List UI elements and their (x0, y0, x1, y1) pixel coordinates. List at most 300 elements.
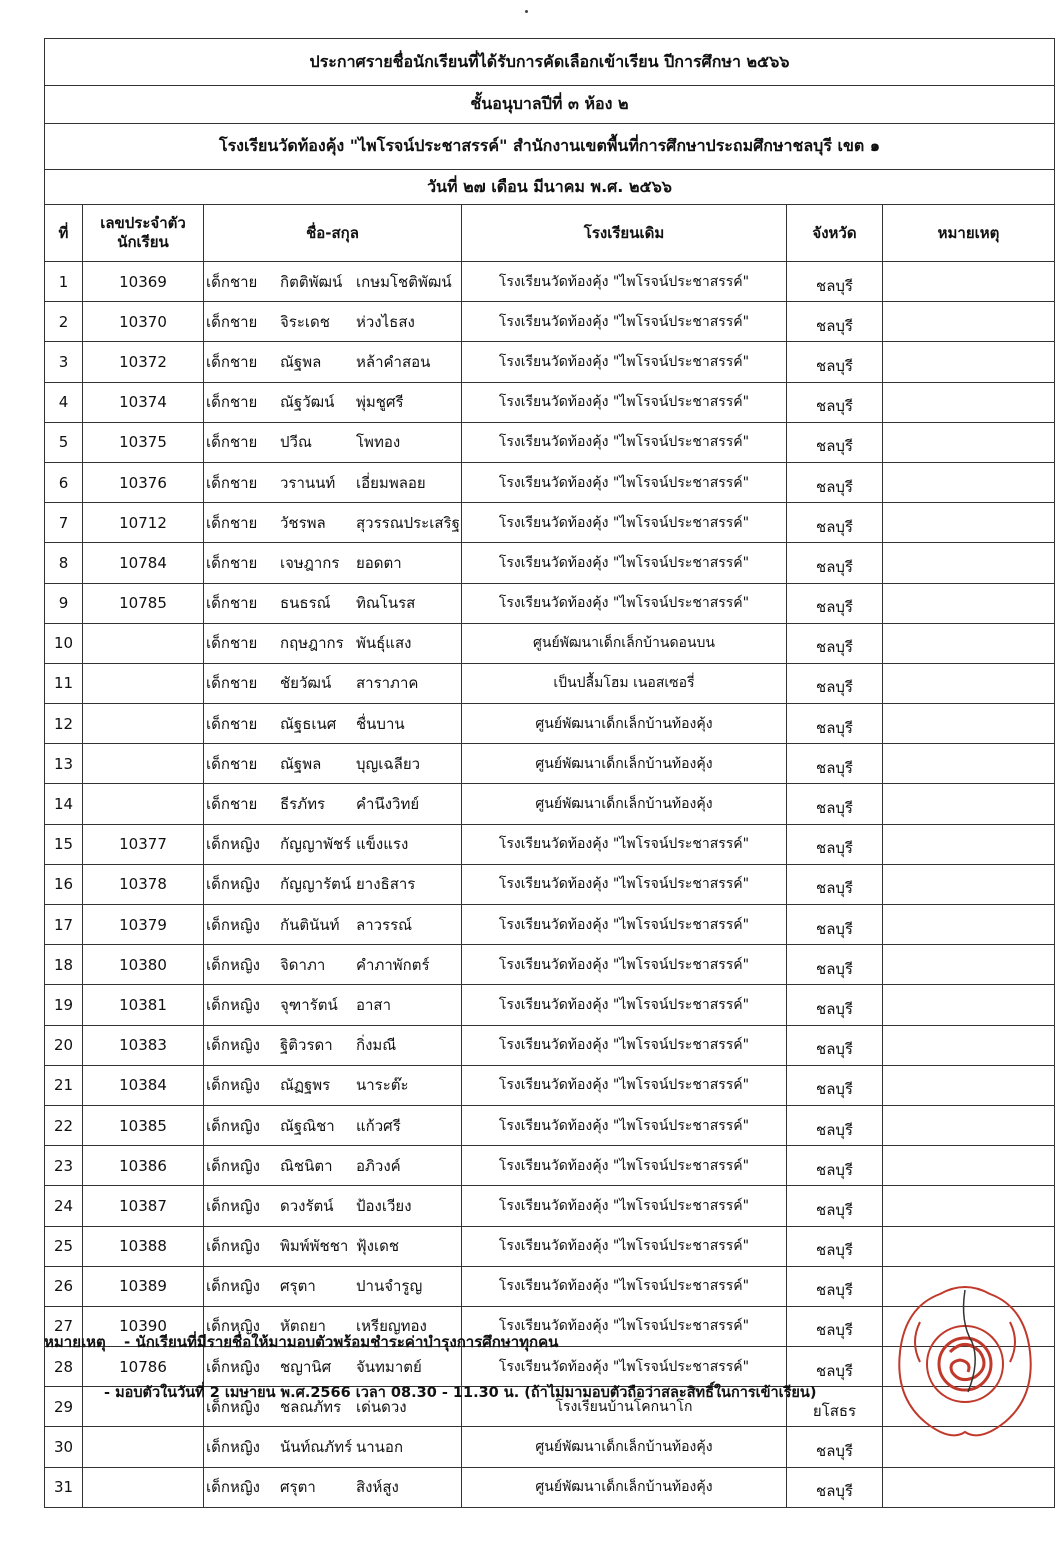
previous-school: โรงเรียนวัดท้องคุ้ง "ไพโรจน์ประชาสรรค์" (462, 262, 787, 302)
province: ชลบุรี (787, 1065, 883, 1105)
previous-school: โรงเรียนวัดท้องคุ้ง "ไพโรจน์ประชาสรรค์" (462, 1146, 787, 1186)
last-name: สิงห์สูง (356, 1478, 399, 1497)
previous-school: โรงเรียนวัดท้องคุ้ง "ไพโรจน์ประชาสรรค์" (462, 864, 787, 904)
last-name: แก้วศรี (356, 1116, 401, 1135)
row-number: 29 (45, 1387, 83, 1427)
student-id: 10712 (83, 503, 204, 543)
first-name: ณัฐธเนศ (280, 714, 337, 733)
student-name (204, 1226, 462, 1266)
student-id: 10390 (83, 1306, 204, 1346)
remark-cell (883, 1065, 1055, 1105)
notes-label: หมายเหตุ (44, 1333, 106, 1351)
remark-cell (883, 905, 1055, 945)
student-name (204, 945, 462, 985)
last-name: สาราภาค (356, 674, 419, 693)
previous-school: โรงเรียนวัดท้องคุ้ง "ไพโรจน์ประชาสรรค์" (462, 824, 787, 864)
row-number: 3 (45, 342, 83, 382)
announcement-title: ประกาศรายชื่อนักเรียนที่ได้รับการคัดเลือกเข้าเรียน ปีการศึกษา ๒๕๖๖ (45, 39, 1055, 86)
first-name: นันท์ณภัทร์ (280, 1438, 353, 1457)
last-name: ยางธิสาร (356, 875, 416, 894)
announcement-date: วันที่ ๒๗ เดือน มีนาคม พ.ศ. ๒๕๖๖ (45, 170, 1055, 205)
province: ชลบุรี (787, 462, 883, 502)
remark-cell (883, 583, 1055, 623)
province: ชลบุรี (787, 583, 883, 623)
remark-cell (883, 382, 1055, 422)
row-number: 10 (45, 623, 83, 663)
last-name: กิ่งมณี (356, 1036, 397, 1055)
remark-cell (883, 262, 1055, 302)
province: ชลบุรี (787, 1186, 883, 1226)
student-id: 10381 (83, 985, 204, 1025)
first-name: ปวีณ (280, 433, 312, 452)
province: ชลบุรี (787, 784, 883, 824)
last-name: พันธุ์แสง (356, 634, 412, 653)
remark-cell (883, 945, 1055, 985)
table-row (45, 1025, 1055, 1065)
row-number: 12 (45, 704, 83, 744)
name-prefix: เด็กชาย (206, 553, 258, 572)
province: ชลบุรี (787, 824, 883, 864)
last-name: ห่วงไธสง (356, 312, 415, 331)
remark-cell (883, 864, 1055, 904)
student-id: 10378 (83, 864, 204, 904)
previous-school: โรงเรียนวัดท้องคุ้ง "ไพโรจน์ประชาสรรค์" (462, 302, 787, 342)
first-name: ณัฐพล (280, 352, 322, 371)
remark-cell (883, 1467, 1055, 1507)
previous-school: โรงเรียนวัดท้องคุ้ง "ไพโรจน์ประชาสรรค์" (462, 503, 787, 543)
name-prefix: เด็กชาย (206, 674, 258, 693)
first-name: ณัฐวัฒน์ (280, 393, 335, 412)
row-number: 27 (45, 1306, 83, 1346)
name-prefix: เด็กชาย (206, 513, 258, 532)
row-number: 24 (45, 1186, 83, 1226)
province: ชลบุรี (787, 1427, 883, 1467)
last-name: คำภาพักตร์ (356, 955, 430, 974)
remark-cell (883, 663, 1055, 703)
last-name: ชื่นบาน (356, 714, 405, 733)
last-name: โพทอง (356, 433, 401, 452)
student-id (83, 663, 204, 703)
previous-school: โรงเรียนบ้านโคกนาโก (462, 1387, 787, 1427)
row-number: 17 (45, 905, 83, 945)
name-prefix: เด็กหญิง (206, 1237, 260, 1256)
name-prefix: เด็กหญิง (206, 1196, 260, 1215)
student-name (204, 302, 462, 342)
table-row (45, 1467, 1055, 1507)
row-number: 20 (45, 1025, 83, 1065)
table-row (45, 1105, 1055, 1145)
province: ชลบุรี (787, 663, 883, 703)
last-name: ทิณโนรส (356, 594, 416, 613)
last-name: อาสา (356, 995, 392, 1014)
student-name (204, 1467, 462, 1507)
student-id (83, 1467, 204, 1507)
province: ชลบุรี (787, 1226, 883, 1266)
table-row (45, 1226, 1055, 1266)
student-id: 10785 (83, 583, 204, 623)
name-prefix: เด็กหญิง (206, 835, 260, 854)
table-row (45, 824, 1055, 864)
previous-school: ศูนย์พัฒนาเด็กเล็กบ้านท้องคุ้ง (462, 1467, 787, 1507)
province: ชลบุรี (787, 1025, 883, 1065)
student-id: 10377 (83, 824, 204, 864)
remark-cell (883, 462, 1055, 502)
student-id: 10369 (83, 262, 204, 302)
student-name (204, 985, 462, 1025)
last-name: พุ่มชูศรี (356, 393, 404, 412)
province: ชลบุรี (787, 382, 883, 422)
row-number: 14 (45, 784, 83, 824)
province: ชลบุรี (787, 1266, 883, 1306)
last-name: เอี่ยมพลอย (356, 473, 426, 492)
first-name: ชัยวัฒน์ (280, 674, 332, 693)
student-name (204, 1105, 462, 1145)
student-id: 10387 (83, 1186, 204, 1226)
student-id: 10370 (83, 302, 204, 342)
student-name (204, 382, 462, 422)
table-row (45, 1146, 1055, 1186)
row-number: 9 (45, 583, 83, 623)
col-remark-header: หมายเหตุ (883, 205, 1055, 262)
student-name (204, 784, 462, 824)
student-name (204, 704, 462, 744)
name-prefix: เด็กชาย (206, 594, 258, 613)
first-name: ณัฐพล (280, 754, 322, 773)
student-id (83, 1427, 204, 1467)
first-name: เจษฎากร (280, 553, 340, 572)
table-row (45, 704, 1055, 744)
name-prefix: เด็กหญิง (206, 1116, 260, 1135)
previous-school: โรงเรียนวัดท้องคุ้ง "ไพโรจน์ประชาสรรค์" (462, 422, 787, 462)
last-name: เกษมโชติพัฒน์ (356, 272, 452, 291)
col-id-header: เลขประจำตัว นักเรียน (83, 205, 204, 262)
last-name: บุญเฉลียว (356, 754, 421, 773)
table-row (45, 945, 1055, 985)
name-prefix: เด็กหญิง (206, 1357, 260, 1376)
province: ชลบุรี (787, 1105, 883, 1145)
student-id: 10379 (83, 905, 204, 945)
student-name (204, 1025, 462, 1065)
row-number: 26 (45, 1266, 83, 1306)
previous-school: โรงเรียนวัดท้องคุ้ง "ไพโรจน์ประชาสรรค์" (462, 462, 787, 502)
remark-cell (883, 1226, 1055, 1266)
table-row (45, 744, 1055, 784)
note-line-1: - นักเรียนที่มีรายชื่อให้มามอบตัวพร้อมชำระค่าบำรุงการศึกษาทุกคน (124, 1333, 559, 1351)
name-prefix: เด็กชาย (206, 433, 258, 452)
first-name: กันตินันท์ (280, 915, 340, 934)
previous-school: โรงเรียนวัดท้องคุ้ง "ไพโรจน์ประชาสรรค์" (462, 905, 787, 945)
first-name: ดวงรัตน์ (280, 1196, 334, 1215)
province: ชลบุรี (787, 744, 883, 784)
table-row (45, 864, 1055, 904)
first-name: วรานนท์ (280, 473, 336, 492)
previous-school: โรงเรียนวัดท้องคุ้ง "ไพโรจน์ประชาสรรค์" (462, 1226, 787, 1266)
row-number: 13 (45, 744, 83, 784)
previous-school: โรงเรียนวัดท้องคุ้ง "ไพโรจน์ประชาสรรค์" (462, 1105, 787, 1145)
remark-cell (883, 302, 1055, 342)
previous-school: โรงเรียนวัดท้องคุ้ง "ไพโรจน์ประชาสรรค์" (462, 1266, 787, 1306)
province: ชลบุรี (787, 864, 883, 904)
name-prefix: เด็กชาย (206, 352, 258, 371)
name-prefix: เด็กชาย (206, 473, 258, 492)
first-name: ธนธรณ์ (280, 594, 331, 613)
table-row (45, 382, 1055, 422)
last-name: ยอดตา (356, 553, 402, 572)
student-id (83, 704, 204, 744)
student-name (204, 1266, 462, 1306)
name-prefix: เด็กหญิง (206, 1317, 260, 1336)
table-row (45, 462, 1055, 502)
student-name (204, 824, 462, 864)
row-number: 30 (45, 1427, 83, 1467)
last-name: แข็งแรง (356, 835, 409, 854)
province: ชลบุรี (787, 262, 883, 302)
first-name: ณิชนิตา (280, 1156, 333, 1175)
table-row (45, 302, 1055, 342)
name-prefix: เด็กชาย (206, 634, 258, 653)
remark-cell (883, 704, 1055, 744)
student-name (204, 864, 462, 904)
first-name: ชลณภัทร (280, 1397, 342, 1416)
student-name (204, 543, 462, 583)
remark-cell (883, 1186, 1055, 1226)
student-name (204, 462, 462, 502)
first-name: ณัฐณิชา (280, 1116, 335, 1135)
student-id: 10376 (83, 462, 204, 502)
student-id (83, 784, 204, 824)
row-number: 7 (45, 503, 83, 543)
previous-school: โรงเรียนวัดท้องคุ้ง "ไพโรจน์ประชาสรรค์" (462, 1065, 787, 1105)
first-name: วัชรพล (280, 513, 326, 532)
previous-school: โรงเรียนวัดท้องคุ้ง "ไพโรจน์ประชาสรรค์" (462, 1186, 787, 1226)
last-name: ปานจำรูญ (356, 1277, 423, 1296)
first-name: กิตติพัฒน์ (280, 272, 343, 291)
table-row (45, 784, 1055, 824)
student-name (204, 342, 462, 382)
last-name: ลาวรรณ์ (356, 915, 413, 934)
row-number: 4 (45, 382, 83, 422)
table-row (45, 583, 1055, 623)
row-number: 18 (45, 945, 83, 985)
student-id: 10384 (83, 1065, 204, 1105)
first-name: หัตถยา (280, 1317, 326, 1336)
first-name: จิดาภา (280, 955, 326, 974)
row-number: 1 (45, 262, 83, 302)
row-number: 22 (45, 1105, 83, 1145)
province: ชลบุรี (787, 704, 883, 744)
row-number: 19 (45, 985, 83, 1025)
student-id: 10786 (83, 1347, 204, 1387)
row-number: 16 (45, 864, 83, 904)
row-number: 28 (45, 1347, 83, 1387)
remark-cell (883, 503, 1055, 543)
student-id: 10389 (83, 1266, 204, 1306)
first-name: ชญานิศ (280, 1357, 332, 1376)
previous-school: โรงเรียนวัดท้องคุ้ง "ไพโรจน์ประชาสรรค์" (462, 985, 787, 1025)
province: ชลบุรี (787, 945, 883, 985)
province: ชลบุรี (787, 905, 883, 945)
remark-cell (883, 824, 1055, 864)
last-name: หล้าคำสอน (356, 352, 431, 371)
province: ชลบุรี (787, 1467, 883, 1507)
previous-school: โรงเรียนวัดท้องคุ้ง "ไพโรจน์ประชาสรรค์" (462, 945, 787, 985)
student-name (204, 1065, 462, 1105)
name-prefix: เด็กหญิง (206, 955, 260, 974)
student-name (204, 623, 462, 663)
province: ชลบุรี (787, 342, 883, 382)
col-no-header: ที่ (45, 205, 83, 262)
name-prefix: เด็กหญิง (206, 1156, 260, 1175)
previous-school: เป็นปลื้มโฮม เนอสเซอรี่ (462, 663, 787, 703)
remark-cell (883, 1105, 1055, 1145)
row-number: 5 (45, 422, 83, 462)
last-name: คำนึงวิทย์ (356, 795, 420, 814)
class-name: ชั้นอนุบาลปีที่ ๓ ห้อง ๒ (45, 86, 1055, 124)
row-number: 15 (45, 824, 83, 864)
note-line-2: - มอบตัวในวันที่ 2 เมษายน พ.ศ.2566 เวลา 08.30 - 11.30 น. (ถ้าไม่มามอบตัวถือว่าสละสิทธิ์ในการเข้าเรียน) (104, 1385, 817, 1401)
last-name: นาระต๊ะ (356, 1076, 409, 1095)
province: ชลบุรี (787, 302, 883, 342)
previous-school: โรงเรียนวัดท้องคุ้ง "ไพโรจน์ประชาสรรค์" (462, 342, 787, 382)
remark-cell (883, 1146, 1055, 1186)
student-name (204, 262, 462, 302)
student-name (204, 503, 462, 543)
table-row (45, 623, 1055, 663)
name-prefix: เด็กหญิง (206, 1397, 260, 1416)
previous-school: โรงเรียนวัดท้องคุ้ง "ไพโรจน์ประชาสรรค์" (462, 382, 787, 422)
student-id: 10372 (83, 342, 204, 382)
last-name: เด่นดวง (356, 1397, 407, 1416)
table-row (45, 985, 1055, 1025)
student-id: 10374 (83, 382, 204, 422)
remark-cell (883, 623, 1055, 663)
student-name (204, 1427, 462, 1467)
name-prefix: เด็กหญิง (206, 875, 260, 894)
school-name: โรงเรียนวัดท้องคุ้ง "ไพโรจน์ประชาสรรค์" สำนักงานเขตพื้นที่การศึกษาประถมศึกษาชลบุรี เขต ๑ (45, 124, 1055, 170)
table-row (45, 422, 1055, 462)
student-id: 10383 (83, 1025, 204, 1065)
student-id: 10388 (83, 1226, 204, 1266)
province: ยโสธร (787, 1387, 883, 1427)
name-prefix: เด็กหญิง (206, 1478, 260, 1497)
name-prefix: เด็กชาย (206, 393, 258, 412)
province: ชลบุรี (787, 623, 883, 663)
previous-school: ศูนย์พัฒนาเด็กเล็กบ้านท้องคุ้ง (462, 704, 787, 744)
name-prefix: เด็กหญิง (206, 1277, 260, 1296)
student-id (83, 744, 204, 784)
table-row (45, 1065, 1055, 1105)
first-name: ธีรภัทร (280, 795, 326, 814)
previous-school: ศูนย์พัฒนาเด็กเล็กบ้านดอนบน (462, 623, 787, 663)
province: ชลบุรี (787, 422, 883, 462)
name-prefix: เด็กหญิง (206, 1076, 260, 1095)
previous-school: โรงเรียนวัดท้องคุ้ง "ไพโรจน์ประชาสรรค์" (462, 583, 787, 623)
first-name: จุฑารัตน์ (280, 995, 338, 1014)
student-name (204, 583, 462, 623)
province: ชลบุรี (787, 1306, 883, 1346)
remark-cell (883, 1025, 1055, 1065)
student-name (204, 744, 462, 784)
first-name: ศรุตา (280, 1277, 316, 1296)
last-name: อภิวงค์ (356, 1156, 401, 1175)
previous-school: โรงเรียนวัดท้องคุ้ง "ไพโรจน์ประชาสรรค์" (462, 543, 787, 583)
col-name-header: ชื่อ-สกุล (204, 205, 462, 262)
school-seal-stamp (880, 1282, 1050, 1462)
student-name (204, 905, 462, 945)
province: ชลบุรี (787, 1347, 883, 1387)
table-row (45, 1186, 1055, 1226)
first-name: กัญญาพัชร์ (280, 835, 352, 854)
province: ชลบุรี (787, 1146, 883, 1186)
student-name (204, 1146, 462, 1186)
student-name (204, 1186, 462, 1226)
previous-school: โรงเรียนวัดท้องคุ้ง "ไพโรจน์ประชาสรรค์" (462, 1025, 787, 1065)
row-number: 2 (45, 302, 83, 342)
previous-school: ศูนย์พัฒนาเด็กเล็กบ้านท้องคุ้ง (462, 1427, 787, 1467)
student-id: 10784 (83, 543, 204, 583)
previous-school: ศูนย์พัฒนาเด็กเล็กบ้านท้องคุ้ง (462, 784, 787, 824)
student-id (83, 623, 204, 663)
table-row (45, 905, 1055, 945)
first-name: พิมพ์พัชชา (280, 1237, 349, 1256)
first-name: ณัฏฐพร (280, 1076, 331, 1095)
name-prefix: เด็กชาย (206, 312, 258, 331)
remark-cell (883, 784, 1055, 824)
row-number: 8 (45, 543, 83, 583)
remark-cell (883, 744, 1055, 784)
row-number: 23 (45, 1146, 83, 1186)
last-name: ฟุ้งเดช (356, 1237, 399, 1256)
name-prefix: เด็กหญิง (206, 995, 260, 1014)
table-row (45, 543, 1055, 583)
table-row (45, 342, 1055, 382)
name-prefix: เด็กชาย (206, 795, 258, 814)
remark-cell (883, 543, 1055, 583)
table-row (45, 262, 1055, 302)
col-school-header: โรงเรียนเดิม (462, 205, 787, 262)
table-row (45, 663, 1055, 703)
last-name: นานอก (356, 1438, 404, 1457)
remark-cell (883, 342, 1055, 382)
last-name: สุวรรณประเสริฐ (356, 513, 460, 532)
name-prefix: เด็กชาย (206, 714, 258, 733)
student-id: 10385 (83, 1105, 204, 1145)
student-id: 10375 (83, 422, 204, 462)
first-name: กฤษฎากร (280, 634, 344, 653)
row-number: 6 (45, 462, 83, 502)
province: ชลบุรี (787, 503, 883, 543)
first-name: ฐิติวรดา (280, 1036, 333, 1055)
name-prefix: เด็กหญิง (206, 1036, 260, 1055)
remark-cell (883, 985, 1055, 1025)
province: ชลบุรี (787, 543, 883, 583)
row-number: 31 (45, 1467, 83, 1507)
table-row (45, 503, 1055, 543)
remark-cell (883, 422, 1055, 462)
scan-speck (525, 10, 528, 13)
first-name: ศรุตา (280, 1478, 316, 1497)
student-name (204, 422, 462, 462)
province: ชลบุรี (787, 985, 883, 1025)
first-name: กัญญารัตน์ (280, 875, 352, 894)
student-id: 10380 (83, 945, 204, 985)
col-province-header: จังหวัด (787, 205, 883, 262)
last-name: เหรียญทอง (356, 1317, 427, 1336)
row-number: 25 (45, 1226, 83, 1266)
last-name: ป้องเวียง (356, 1196, 412, 1215)
name-prefix: เด็กชาย (206, 272, 258, 291)
student-id: 10386 (83, 1146, 204, 1186)
